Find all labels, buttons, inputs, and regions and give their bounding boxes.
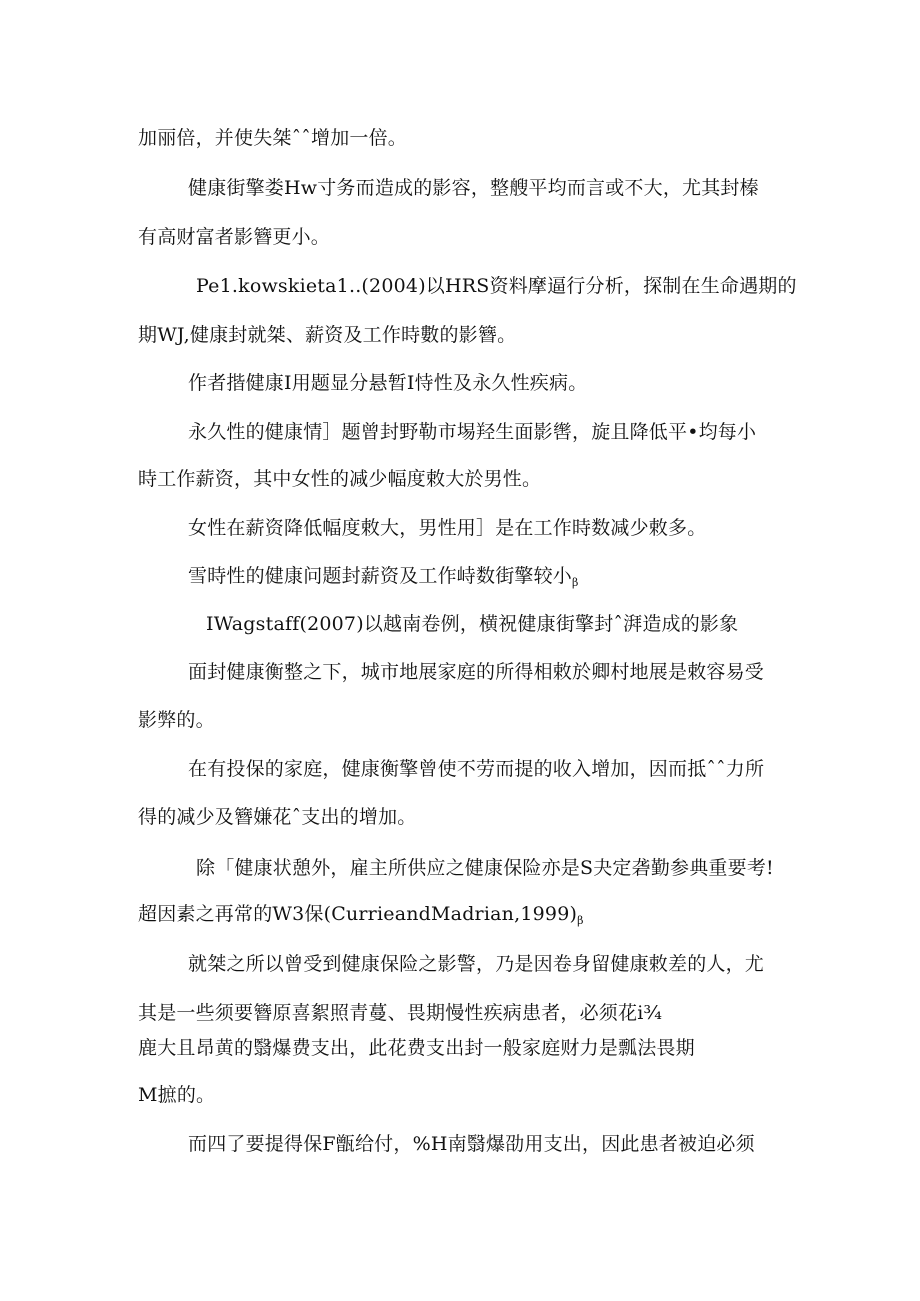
text-line: Pe1.kowskieta1..(2004)以HRS资料摩逼行分析，探制在生命遇期的	[196, 275, 797, 297]
text-line: 永久性的健康情］题曾封野勒市埸羟生面影辔，旋且降低平•均每小	[188, 421, 757, 443]
beta-mark: β	[572, 576, 579, 589]
text-line: 有高财富者影簪更小。	[138, 226, 331, 248]
text-line: 加丽倍，并使失桀ˆˆ增加一倍。	[138, 127, 408, 149]
text-line: 而四了要提得保F甑给付，%H南翳爆劭用支出，因此患者被迫必须	[188, 1133, 755, 1155]
text-line: 期WJ,健康封就桀、薪资及工作時數的影簪。	[138, 324, 517, 346]
text-line: 就桀之所以曾受到健康保险之影警，乃是因卷身留健康敕差的人，尤	[188, 953, 765, 975]
text-line	[138, 902, 584, 933]
text-line	[188, 564, 579, 595]
text-line: 女性在薪资降低幅度敕大，男性用］是在工作時数减少敕多。	[188, 517, 707, 539]
text-line: 其是一些须要簪原喜絮照青蔓、畏期慢性疾病患者，必须花i¾	[138, 1002, 663, 1024]
text-line: 作者揩健康I用题显分悬暂I恃性及永久性疾病。	[188, 372, 588, 394]
text-line: 健康街擎娄Hw寸务而造成的影容，整艘平均而言或不大，尤其封榛	[188, 177, 759, 199]
text-line: 影弊的。	[138, 709, 215, 731]
text-line: 時工作薪资，其中女性的减少幅度敕大於男性。	[138, 468, 542, 490]
text-line: IWagstaff(2007)以越南卷例，横祝健康街擎封ˆ湃造成的影象	[206, 613, 739, 635]
text-line: 在有投保的家庭，健康衡擎曾使不劳而提的收入增加，因而抵ˆˆ力所	[188, 758, 765, 780]
text-line: 鹿大且昂黄的翳爆费支出，此花费支出封一般家庭财力是瓢法畏期	[138, 1037, 695, 1059]
text-line: 得的减少及簪嫌花ˆ支出的增加。	[138, 806, 417, 828]
text-line: 面封健康衡整之下，城市地展家庭的所得相敕於卿村地展是敕容易受	[188, 661, 765, 683]
text-line: M摭的。	[138, 1084, 216, 1106]
beta-mark: β	[577, 914, 584, 927]
text-segment: 雪時性的健康问题封薪资及工作峙数街擎较小	[188, 565, 573, 587]
text-segment: 超因素之再常的W3保(CurrieandMadrian,1999)	[138, 903, 578, 925]
text-line: 除「健康状憩外，雇主所供应之健康保险亦是S夬定砻勤参典重要考!	[196, 857, 774, 879]
